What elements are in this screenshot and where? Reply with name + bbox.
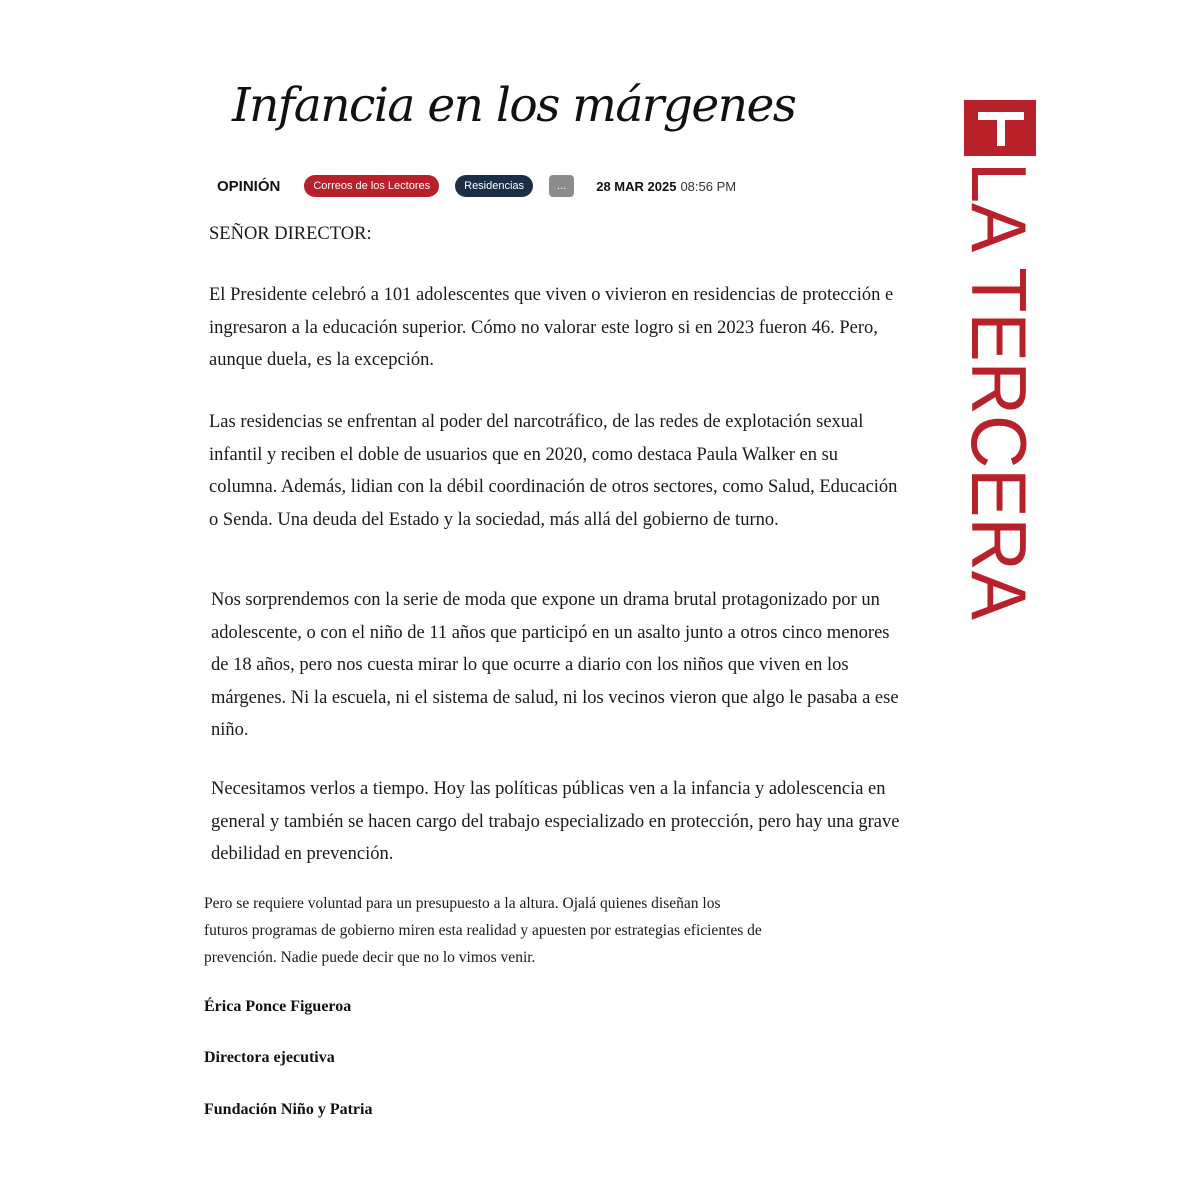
article-meta [217,174,736,198]
publish-time: 08:56 PM [680,178,737,194]
signature-role: Directora ejecutiva [204,1049,335,1066]
tag-correos-de-los-lectores[interactable]: Correos de los Lectores [304,175,439,197]
letter-salutation: SEÑOR DIRECTOR: [209,224,372,244]
letter-paragraph-4: Necesitamos verlos a tiempo. Hoy las políticas públicas ven a la infancia y adolescencia en general y también se hacen cargo del trabajo especializado en protección, pero hay una grave debilidad en prevención. [211,779,900,864]
more-tags-button[interactable]: ... [549,175,574,197]
letter-paragraph-1: El Presidente celebró a 101 adolescentes que viven o vivieron en residencias de protección e ingresaron a la educación superior. Cómo no valorar este logro si en 2023 fueron 46. Pero, aunque duela, es la excepción. [209,285,894,370]
la-tercera-t-icon [964,100,1036,156]
tag-residencias[interactable]: Residencias [455,175,533,197]
section-label[interactable]: OPINIÓN [217,177,281,195]
letter-paragraph-2: Las residencias se enfrentan al poder del narcotráfico, de las redes de explotación sexual infantil y reciben el doble de usuarios que en 2020, como destaca Paula Walker en su columna. Además, lidian con la débil coordinación de otros sectores, como Salud, Educación o Senda. Una deuda del Estado y la sociedad, más allá del gobierno de turno. [209,412,898,530]
logo-wordmark: LA TERCERA [955,162,1043,647]
signature-name: Érica Ponce Figueroa [204,998,352,1015]
letter-paragraph-3: Nos sorprendemos con la serie de moda que expone un drama brutal protagonizado por un adolescente, o con el niño de 11 años que participó en un asalto junto a otros cinco menores de 18 años, pero nos cuesta mirar lo que ocurre a diario con los niños que viven en los márgenes. Ni la escuela, ni el sistema de salud, ni los vecinos vieron que algo le pasaba a ese niño. [211,590,899,740]
article-title: Infancia en los márgenes [232,78,796,133]
publish-date: 28 MAR 2025 [596,178,677,194]
la-tercera-logo-graphic [955,100,1043,647]
la-tercera-logo[interactable] [955,100,1043,647]
letter-paragraph-5: Pero se requiere voluntad para un presupuesto a la altura. Ojalá quienes diseñan los futuros programas de gobierno miren esta realidad y apuesten por estrategias eficientes de prevención. Nadie puede decir que no lo vimos venir. [204,895,762,966]
signature-organization: Fundación Niño y Patria [204,1101,373,1118]
